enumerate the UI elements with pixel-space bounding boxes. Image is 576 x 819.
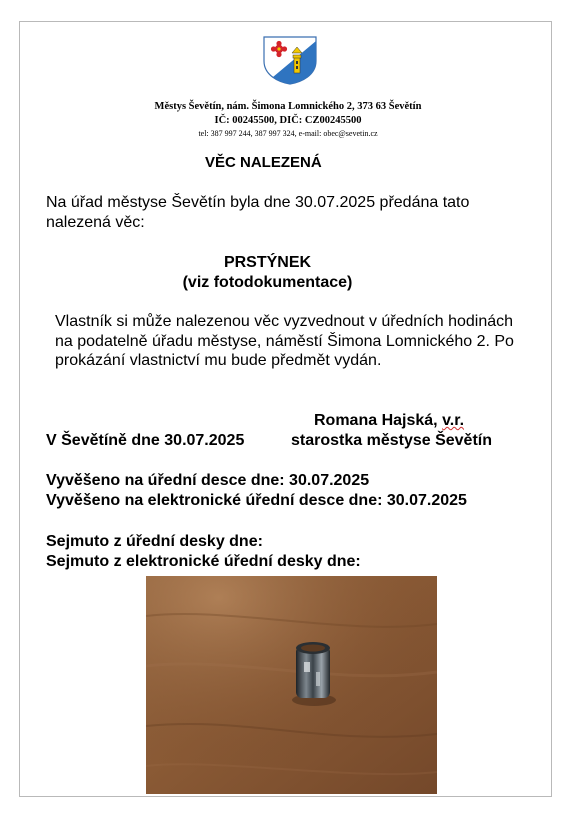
header-ids: IČ: 00245500, DIČ: CZ00245500 xyxy=(214,115,362,126)
signatory-role: starostka městyse Ševětín xyxy=(291,432,492,449)
posted-eboard-line: Vyvěšeno na elektronické úřední desce dne: 30.07.2025 xyxy=(46,492,467,509)
removed-eboard-line: Sejmuto z elektronické úřední desky dne: xyxy=(46,553,361,570)
place-and-date: V Ševětíně dne 30.07.2025 xyxy=(46,432,245,449)
ring-photo xyxy=(146,576,437,794)
found-item-name: PRSTÝNEK xyxy=(223,254,312,271)
found-item-note: (viz fotodokumentace) xyxy=(182,274,353,291)
signatory-suffix: v.r. xyxy=(442,412,465,429)
ring-photo-icon xyxy=(146,576,437,794)
signatory-name xyxy=(314,412,464,430)
intro-paragraph: Na úřad městyse Ševětín byla dne 30.07.2025 předána tato nalezená věc: xyxy=(46,194,470,231)
signatory-name-text: Romana Hajská, xyxy=(314,412,438,429)
document-title: VĚC NALEZENÁ xyxy=(205,154,322,171)
posted-board-line: Vyvěšeno na úřední desce dne: 30.07.2025 xyxy=(46,472,370,489)
header-address: Městys Ševětín, nám. Šimona Lomnického 2, 373 63 Ševětín xyxy=(154,101,422,112)
coat-of-arms-icon xyxy=(262,35,318,85)
header-contact: tel: 387 997 244, 387 997 324, e-mail: obec@sevetin.cz xyxy=(198,129,378,138)
removed-board-line: Sejmuto z úřední desky dne: xyxy=(46,533,263,550)
body-paragraph: Vlastník si může nalezenou věc vyzvednout v úředních hodinách na podatelně úřadu městyse, náměstí Šimona Lomnického 2. Po prokázání vlastnictví mu bude předmět vydán. xyxy=(55,313,514,369)
